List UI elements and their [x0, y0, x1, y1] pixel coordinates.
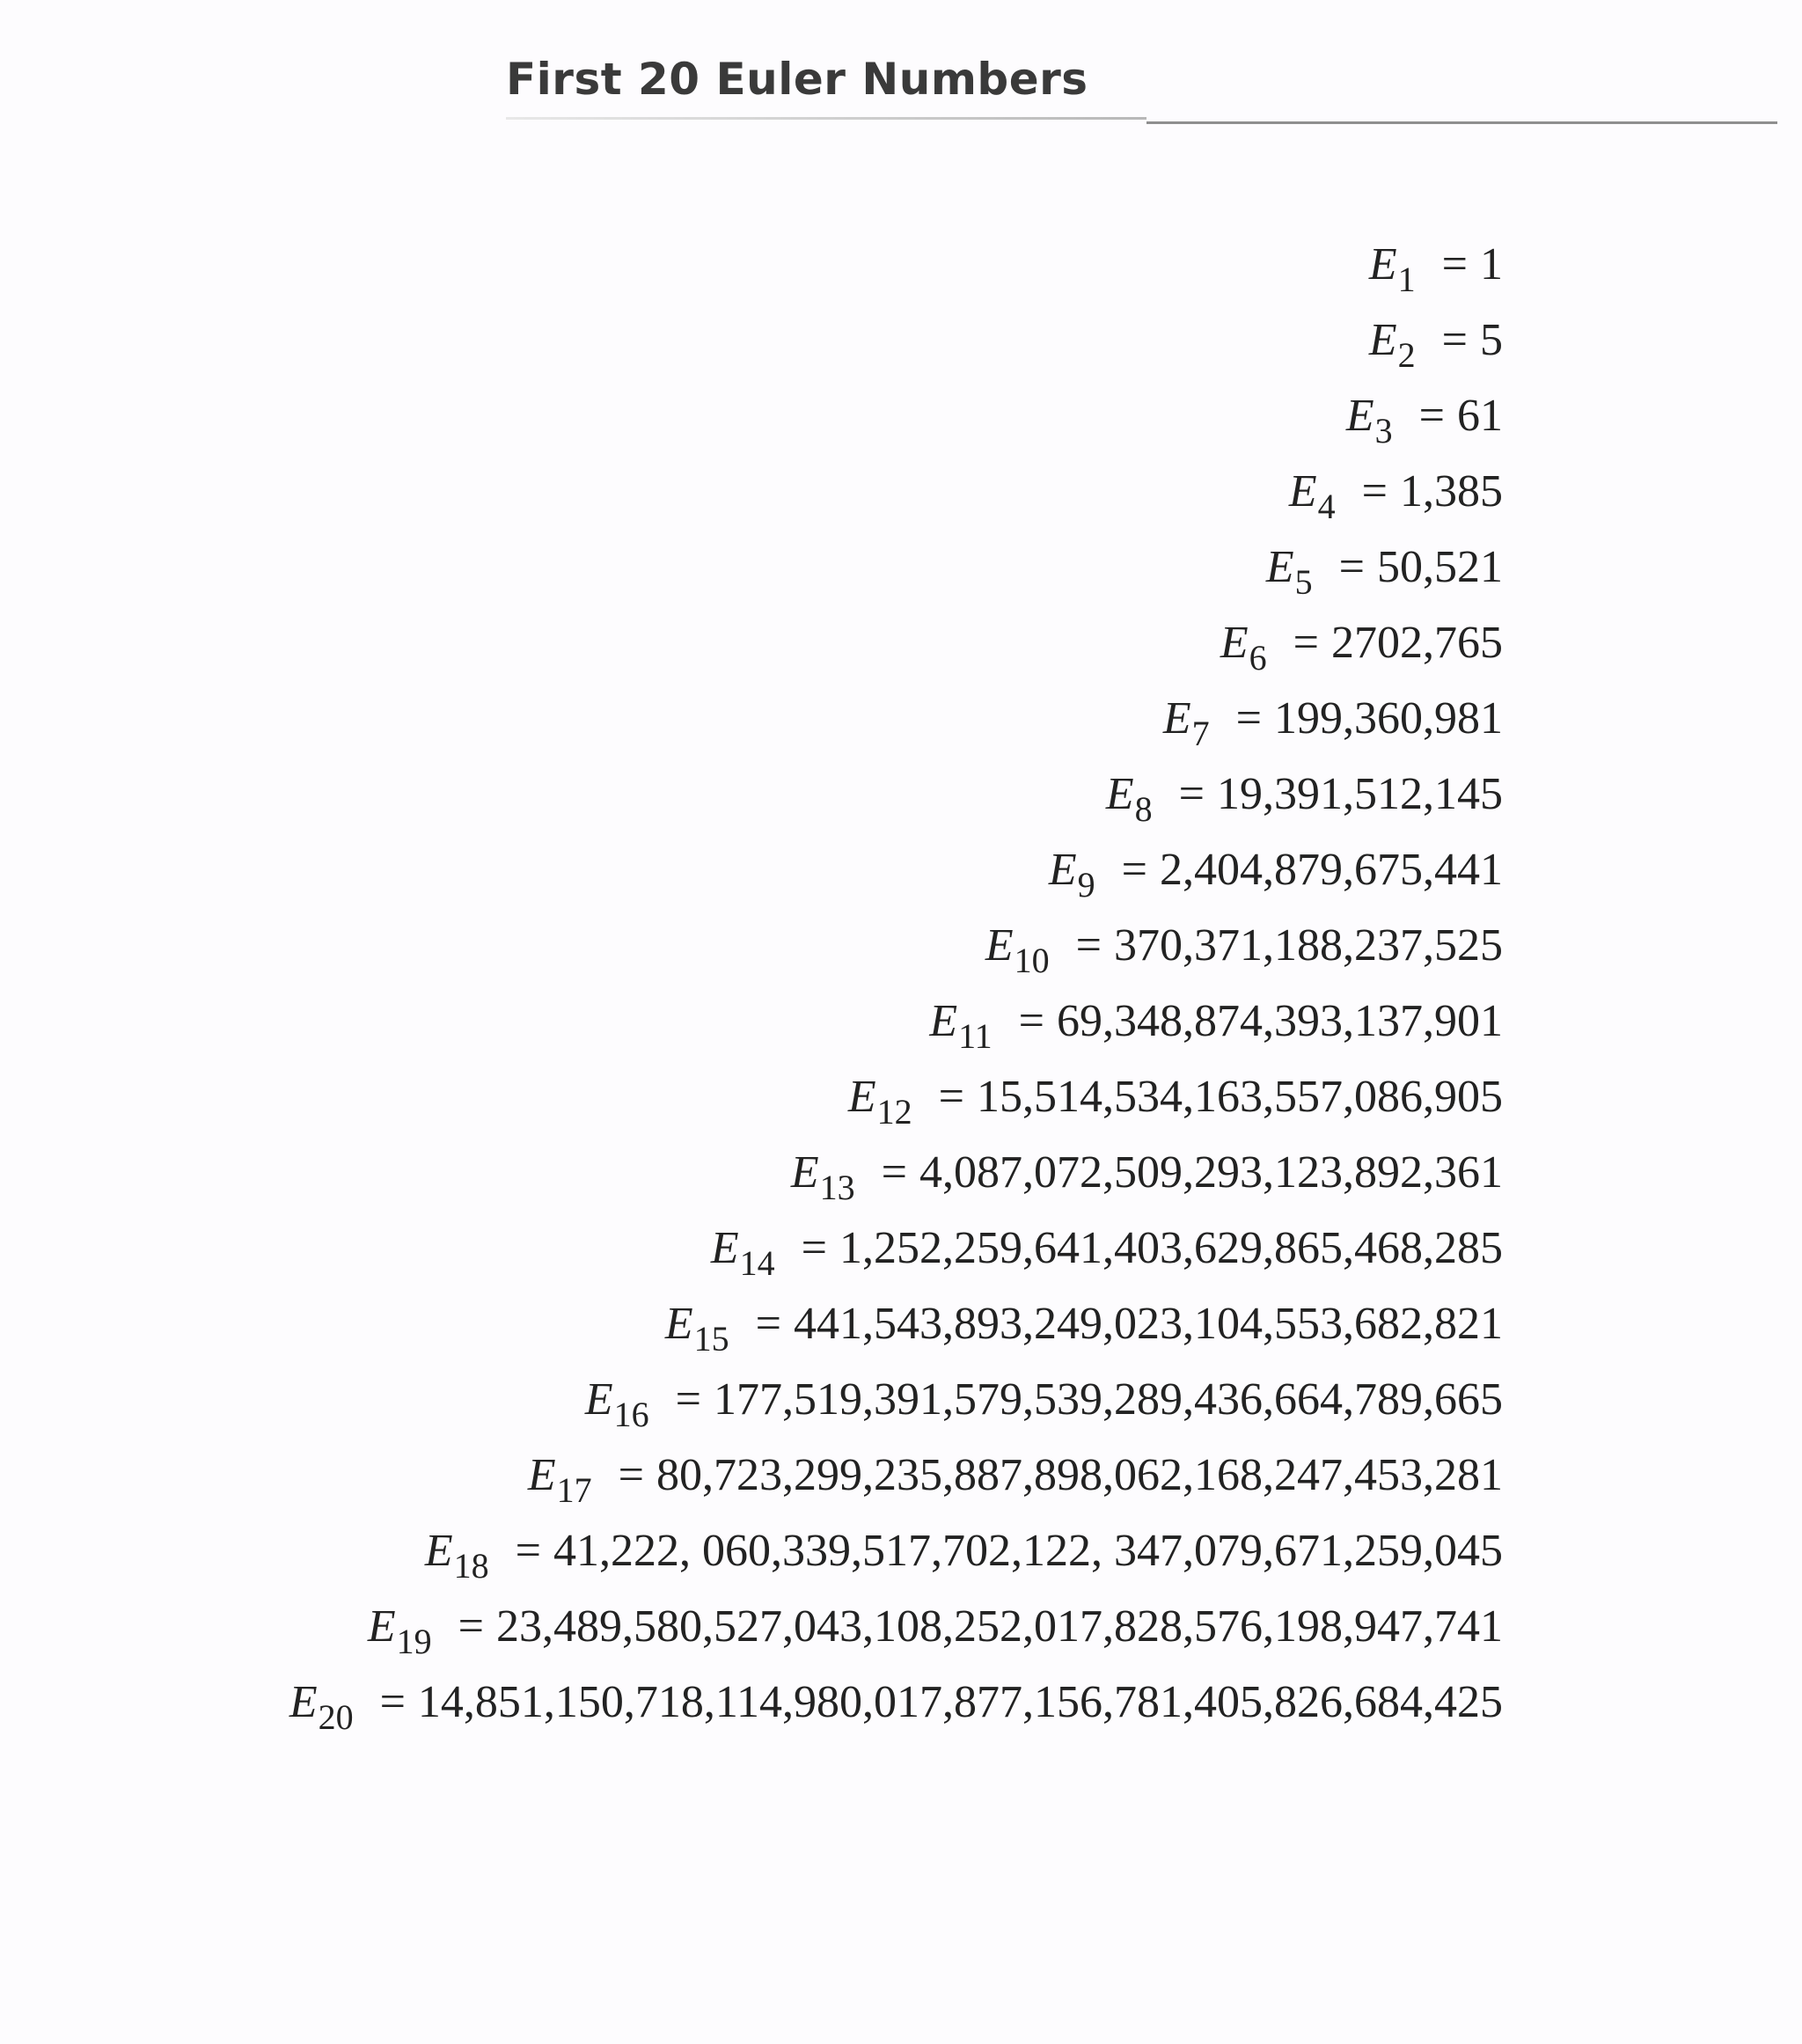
euler-equation-row — [289, 1596, 1503, 1672]
euler-value: 370,371,188,237,525 — [1114, 920, 1503, 971]
euler-value: 50,521 — [1377, 542, 1503, 592]
euler-equation-row — [289, 537, 1503, 612]
euler-equation-row — [289, 688, 1503, 764]
euler-index: 18 — [453, 1546, 489, 1586]
euler-index: 7 — [1191, 714, 1210, 753]
euler-symbol: E — [664, 1299, 693, 1349]
euler-value: 1,385 — [1400, 466, 1503, 516]
euler-value: 441,543,893,249,023,104,553,682,821 — [794, 1299, 1503, 1349]
euler-value: 14,851,150,718,114,980,017,877,156,781,405,826,684,425 — [417, 1677, 1503, 1727]
page-title: First 20 Euler Numbers — [506, 54, 1088, 105]
euler-value: 15,514,534,163,557,086,905 — [977, 1072, 1503, 1122]
euler-value: 80,723,299,235,887,898,062,168,247,453,281 — [656, 1450, 1503, 1500]
equals-sign: = — [1235, 693, 1262, 744]
euler-equation-row — [289, 991, 1503, 1066]
euler-value: 2,404,879,675,441 — [1160, 845, 1503, 895]
euler-index: 3 — [1374, 411, 1393, 451]
title-underline — [506, 117, 1146, 120]
euler-equation-row — [289, 310, 1503, 385]
equals-sign: = — [755, 1299, 781, 1349]
euler-index: 10 — [1014, 941, 1050, 980]
euler-equation-row — [289, 234, 1503, 310]
euler-symbol: E — [289, 1677, 318, 1727]
euler-index: 5 — [1294, 562, 1313, 602]
euler-symbol: E — [1265, 542, 1294, 592]
euler-index: 6 — [1249, 638, 1267, 678]
euler-index: 15 — [693, 1319, 729, 1359]
euler-index: 8 — [1134, 789, 1153, 829]
euler-value: 1 — [1480, 239, 1503, 289]
euler-index: 20 — [318, 1697, 354, 1737]
euler-symbol: E — [1105, 769, 1134, 819]
euler-equation-row — [289, 612, 1503, 688]
equals-sign: = — [1178, 769, 1205, 819]
divider-line — [1146, 121, 1777, 124]
equals-sign: = — [1361, 466, 1388, 516]
euler-symbol: E — [527, 1450, 556, 1500]
euler-equation-row — [289, 915, 1503, 991]
euler-value: 177,519,391,579,539,289,436,664,789,665 — [714, 1374, 1503, 1425]
euler-symbol: E — [929, 996, 958, 1046]
euler-equation-row — [289, 1218, 1503, 1293]
euler-value: 41,222, 060,339,517,702,122, 347,079,671,259,045 — [553, 1526, 1503, 1576]
euler-symbol: E — [1220, 618, 1249, 668]
euler-equation-row — [289, 1672, 1503, 1747]
equals-sign: = — [675, 1374, 701, 1425]
equals-sign: = — [1418, 391, 1445, 441]
euler-symbol: E — [985, 920, 1014, 971]
euler-value: 19,391,512,145 — [1217, 769, 1503, 819]
equals-sign: = — [1018, 996, 1044, 1046]
euler-symbol: E — [1345, 391, 1374, 441]
equals-sign: = — [458, 1601, 484, 1652]
euler-symbol: E — [424, 1526, 453, 1576]
euler-value: 1,252,259,641,403,629,865,468,285 — [839, 1223, 1503, 1273]
euler-value: 23,489,580,527,043,108,252,017,828,576,198,947,741 — [496, 1601, 1503, 1652]
euler-symbol: E — [1162, 693, 1191, 744]
euler-symbol: E — [367, 1601, 396, 1652]
euler-value: 4,087,072,509,293,123,892,361 — [919, 1147, 1503, 1198]
euler-index: 4 — [1317, 487, 1336, 526]
euler-symbol: E — [1368, 315, 1397, 365]
equals-sign: = — [938, 1072, 964, 1122]
euler-symbol: E — [1368, 239, 1397, 289]
euler-symbol: E — [1048, 845, 1077, 895]
euler-index: 16 — [613, 1395, 649, 1434]
equals-sign: = — [379, 1677, 406, 1727]
euler-index: 9 — [1077, 865, 1095, 905]
equals-sign: = — [1338, 542, 1365, 592]
euler-equation-row — [289, 1066, 1503, 1142]
euler-value: 199,360,981 — [1274, 693, 1503, 744]
euler-symbol: E — [790, 1147, 819, 1198]
equals-sign: = — [881, 1147, 907, 1198]
euler-value: 61 — [1457, 391, 1503, 441]
euler-symbol: E — [1288, 466, 1317, 516]
euler-value: 2702,765 — [1331, 618, 1503, 668]
euler-symbol: E — [584, 1374, 613, 1425]
equals-sign: = — [1075, 920, 1102, 971]
equals-sign: = — [1121, 845, 1147, 895]
euler-equation-row — [289, 1445, 1503, 1520]
euler-index: 12 — [876, 1092, 912, 1132]
euler-index: 13 — [819, 1168, 855, 1207]
euler-equation-row — [289, 1520, 1503, 1596]
euler-symbol: E — [710, 1223, 739, 1273]
euler-equation-row — [289, 385, 1503, 461]
euler-index: 11 — [958, 1016, 993, 1056]
euler-number-list — [289, 234, 1503, 1747]
equals-sign: = — [1441, 315, 1468, 365]
equals-sign: = — [515, 1526, 541, 1576]
euler-equation-row — [289, 461, 1503, 537]
equals-sign: = — [618, 1450, 644, 1500]
euler-equation-row — [289, 1369, 1503, 1445]
equals-sign: = — [1441, 239, 1468, 289]
euler-equation-row — [289, 1293, 1503, 1369]
euler-index: 1 — [1397, 260, 1416, 299]
euler-index: 14 — [739, 1243, 775, 1283]
euler-value: 5 — [1480, 315, 1503, 365]
euler-symbol: E — [847, 1072, 876, 1122]
euler-index: 19 — [396, 1622, 432, 1661]
euler-equation-row — [289, 1142, 1503, 1218]
equals-sign: = — [1293, 618, 1319, 668]
euler-value: 69,348,874,393,137,901 — [1057, 996, 1503, 1046]
euler-equation-row — [289, 764, 1503, 839]
equals-sign: = — [801, 1223, 827, 1273]
euler-index: 17 — [556, 1470, 592, 1510]
euler-equation-row — [289, 839, 1503, 915]
euler-index: 2 — [1397, 335, 1416, 375]
